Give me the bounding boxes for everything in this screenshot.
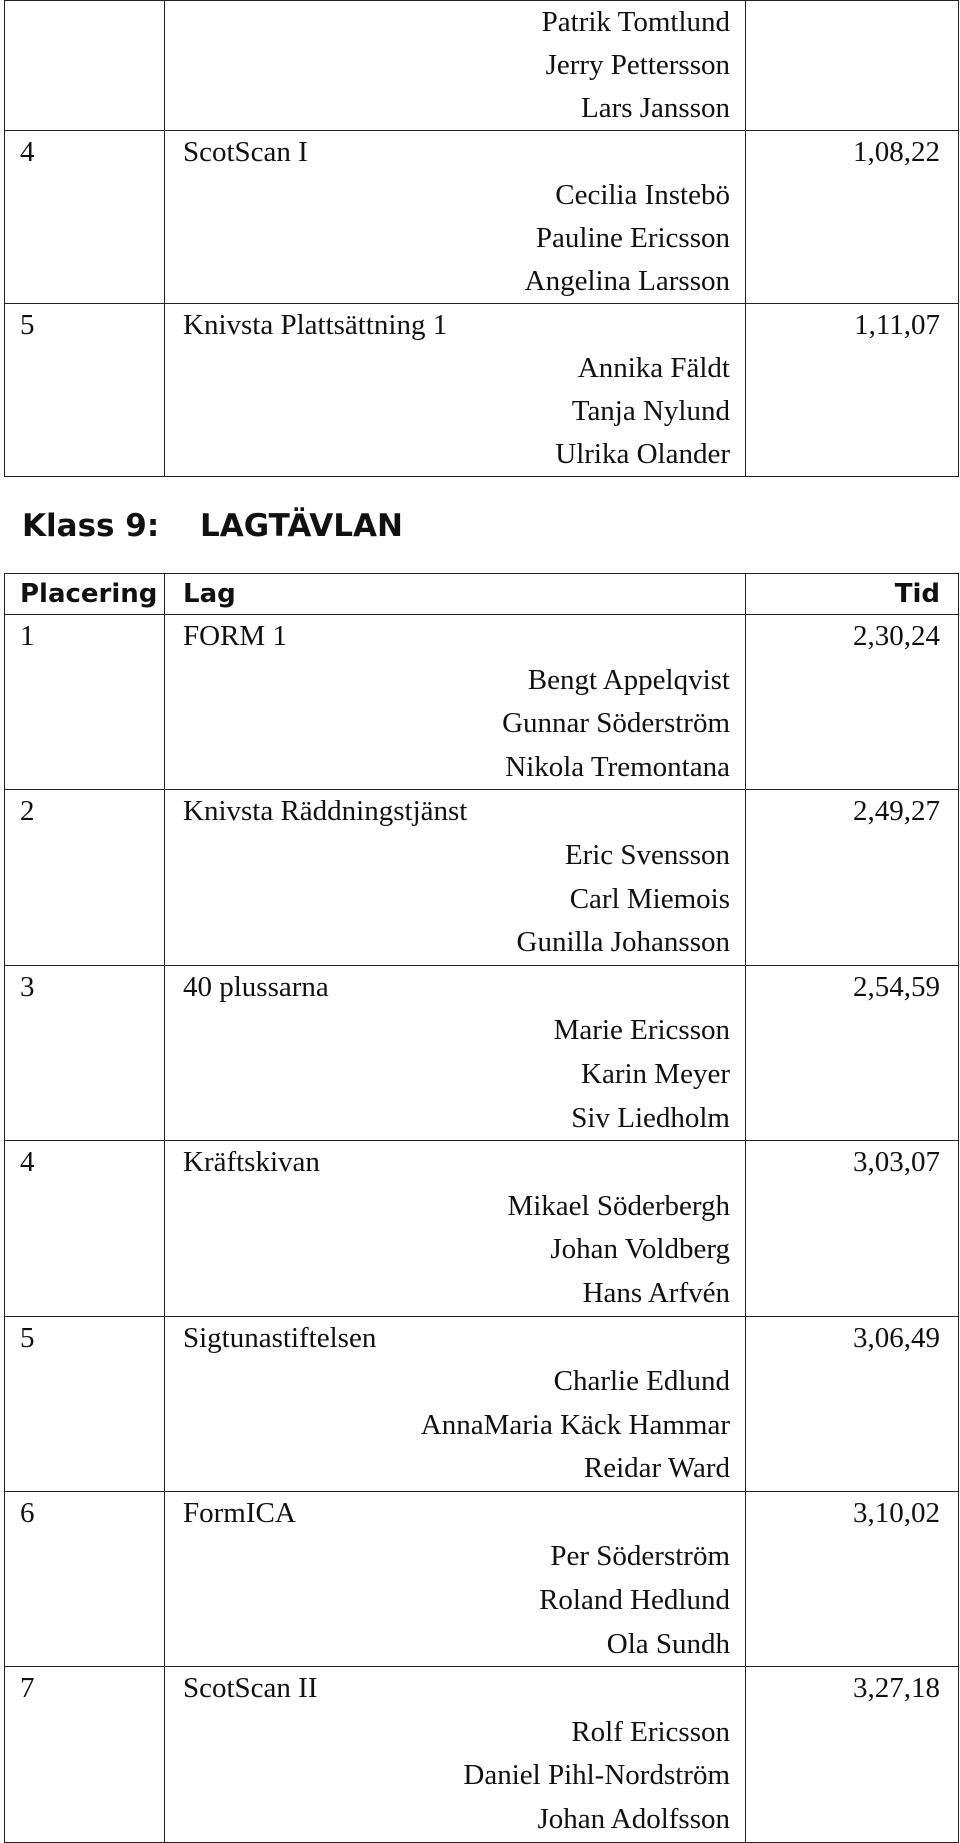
team-member-name: Patrik Tomtlund xyxy=(541,6,730,38)
placement-value: 4 xyxy=(20,1146,35,1179)
time-cell xyxy=(746,1,959,131)
team-cell xyxy=(165,131,746,304)
table-row xyxy=(5,1667,959,1842)
table-row xyxy=(5,1141,959,1316)
team-member-name: Rolf Ericsson xyxy=(571,1715,730,1748)
placement-cell xyxy=(5,1,165,131)
results-page xyxy=(4,0,958,1843)
time-cell xyxy=(746,965,959,1140)
class-number-label: Klass 9: xyxy=(22,508,160,544)
table-row xyxy=(5,965,959,1140)
time-cell xyxy=(746,1141,959,1316)
team-name: 40 plussarna xyxy=(183,970,329,1003)
team-cell xyxy=(165,1316,746,1491)
header-lag: Lag xyxy=(165,574,746,615)
placement-value: 7 xyxy=(20,1672,35,1705)
time-cell xyxy=(746,615,959,790)
team-name: ScotScan I xyxy=(183,136,308,168)
team-member-name: Tanja Nylund xyxy=(571,395,730,427)
time-value: 3,10,02 xyxy=(853,1496,940,1529)
team-name: ScotScan II xyxy=(183,1672,318,1705)
placement-cell xyxy=(5,1141,165,1316)
team-member-name: Mikael Söderbergh xyxy=(507,1189,730,1222)
team-member-name: Nikola Tremontana xyxy=(505,750,730,783)
team-member-name: Charlie Edlund xyxy=(553,1365,730,1398)
table-header-row xyxy=(5,574,959,615)
time-value: 1,11,07 xyxy=(854,309,940,341)
team-member-name: Per Söderström xyxy=(550,1540,730,1573)
team-cell xyxy=(165,965,746,1140)
team-member-name: Angelina Larsson xyxy=(524,265,730,297)
time-cell xyxy=(746,1316,959,1491)
team-name: FORM 1 xyxy=(183,620,287,652)
time-cell xyxy=(746,790,959,965)
team-member-name: AnnaMaria Käck Hammar xyxy=(420,1408,730,1441)
placement-cell xyxy=(5,1491,165,1666)
placement-cell xyxy=(5,965,165,1140)
team-member-name: Annika Fäldt xyxy=(577,352,730,384)
team-member-name: Ola Sundh xyxy=(606,1627,730,1660)
team-member-name: Bengt Appelqvist xyxy=(527,663,730,696)
time-value: 3,06,49 xyxy=(853,1321,940,1354)
team-member-name: Roland Hedlund xyxy=(539,1584,730,1617)
team-cell xyxy=(165,615,746,790)
placement-value: 5 xyxy=(20,309,35,341)
placement-cell xyxy=(5,615,165,790)
table-row xyxy=(5,1491,959,1666)
table-row xyxy=(5,790,959,965)
class-heading xyxy=(4,477,958,573)
time-cell xyxy=(746,1491,959,1666)
team-member-name: Ulrika Olander xyxy=(555,438,730,470)
placement-value: 4 xyxy=(20,136,35,168)
team-member-name: Marie Ericsson xyxy=(553,1014,730,1047)
placement-value: 1 xyxy=(20,620,35,652)
team-member-name: Johan Adolfsson xyxy=(537,1803,730,1836)
table-row xyxy=(5,131,959,304)
team-member-name: Jerry Pettersson xyxy=(545,49,730,81)
time-value: 2,49,27 xyxy=(853,795,940,828)
placement-value: 3 xyxy=(20,970,35,1003)
team-member-name: Daniel Pihl-Nordström xyxy=(463,1759,730,1792)
time-cell xyxy=(746,1667,959,1842)
time-value: 2,30,24 xyxy=(853,620,940,652)
placement-value: 5 xyxy=(20,1321,35,1354)
team-member-name: Johan Voldberg xyxy=(550,1233,730,1266)
team-member-name: Carl Miemois xyxy=(569,882,730,915)
time-value: 3,03,07 xyxy=(853,1146,940,1179)
team-cell xyxy=(165,1667,746,1842)
team-member-name: Pauline Ericsson xyxy=(535,222,730,254)
header-tid: Tid xyxy=(746,574,959,615)
header-placering: Placering xyxy=(5,574,165,615)
team-cell xyxy=(165,790,746,965)
team-cell xyxy=(165,1,746,131)
team-competition-results-table xyxy=(4,573,959,1843)
team-name: Knivsta Räddningstjänst xyxy=(183,795,468,828)
team-member-name: Siv Liedholm xyxy=(571,1101,730,1134)
team-member-name: Reidar Ward xyxy=(583,1452,730,1485)
team-name: Kräftskivan xyxy=(183,1146,320,1179)
team-name: Sigtunastiftelsen xyxy=(183,1321,377,1354)
team-member-name: Karin Meyer xyxy=(581,1057,730,1090)
time-cell xyxy=(746,131,959,304)
placement-cell xyxy=(5,304,165,477)
placement-cell xyxy=(5,790,165,965)
time-value: 1,08,22 xyxy=(853,136,940,168)
table-row xyxy=(5,1316,959,1491)
team-name: FormICA xyxy=(183,1496,296,1529)
team-cell xyxy=(165,1141,746,1316)
placement-cell xyxy=(5,1316,165,1491)
team-member-name: Eric Svensson xyxy=(564,838,730,871)
table-row xyxy=(5,615,959,790)
table-row xyxy=(5,304,959,477)
placement-value: 2 xyxy=(20,795,35,828)
team-cell xyxy=(165,304,746,477)
placement-cell xyxy=(5,1667,165,1842)
placement-value: 6 xyxy=(20,1496,35,1529)
table-row xyxy=(5,1,959,131)
team-member-name: Lars Jansson xyxy=(580,92,730,124)
time-cell xyxy=(746,304,959,477)
team-member-name: Hans Arfvén xyxy=(582,1276,730,1309)
team-name: Knivsta Plattsättning 1 xyxy=(183,309,448,341)
team-member-name: Gunnar Söderström xyxy=(502,707,730,740)
class-name-label: LAGTÄVLAN xyxy=(200,508,403,544)
placement-cell xyxy=(5,131,165,304)
time-value: 2,54,59 xyxy=(853,970,940,1003)
team-member-name: Cecilia Instebö xyxy=(555,179,730,211)
team-cell xyxy=(165,1491,746,1666)
team-member-name: Gunilla Johansson xyxy=(516,926,730,959)
previous-class-results-table xyxy=(4,0,959,477)
time-value: 3,27,18 xyxy=(853,1672,940,1705)
